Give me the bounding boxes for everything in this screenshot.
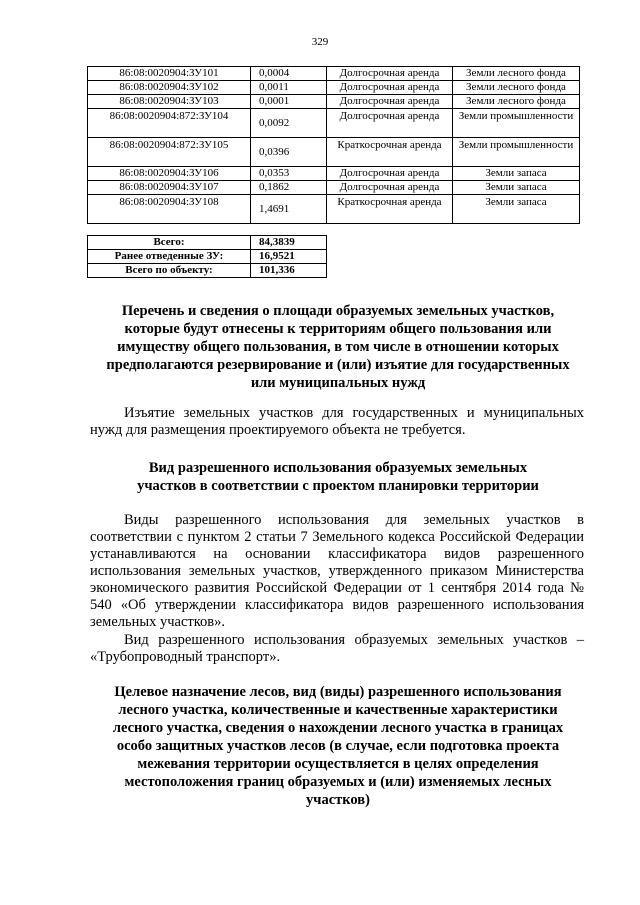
plot-right-cell: Долгосрочная аренда xyxy=(327,167,453,181)
plot-category-cell: Земли запаса xyxy=(453,195,580,224)
plot-id-cell: 86:08:0020904:ЗУ106 xyxy=(88,167,251,181)
plot-area-cell: 0,1862 xyxy=(251,181,327,195)
plot-category-cell: Земли промышленности xyxy=(453,138,580,167)
section-heading-forest-purpose: Целевое назначение лесов, вид (виды) разрешенного использования лесного участка, количественные и качественные характеристики лесного участка, сведения о нахождении лесного участка в границах особо защитных участков лесов (в случае, если подготовка проекта межевания территории осуществляется в целях определения местоположения границ образуемых и (или) изменяемых лесных участков) xyxy=(112,684,564,808)
totals-table-body xyxy=(88,236,327,278)
plot-category-cell: Земли лесного фонда xyxy=(453,81,580,95)
plot-area-cell: 0,0011 xyxy=(251,81,327,95)
totals-value: 101,336 xyxy=(251,264,327,278)
totals-value: 16,9521 xyxy=(251,250,327,264)
plot-area-cell: 0,0396 xyxy=(251,138,327,167)
table-row xyxy=(88,138,580,167)
plot-right-cell: Краткосрочная аренда xyxy=(327,195,453,224)
plot-id-cell: 86:08:0020904:ЗУ107 xyxy=(88,181,251,195)
plot-right-cell: Долгосрочная аренда xyxy=(327,81,453,95)
plot-category-cell: Земли запаса xyxy=(453,181,580,195)
table-row xyxy=(88,181,580,195)
table-row xyxy=(88,195,580,224)
table-row xyxy=(88,109,580,138)
plot-id-cell: 86:08:0020904:872:ЗУ105 xyxy=(88,138,251,167)
table-row xyxy=(88,95,580,109)
totals-row xyxy=(88,250,327,264)
totals-table xyxy=(87,235,327,278)
section-text-pipeline-transport: Вид разрешенного использования образуемых земельных участков – «Трубопроводный транспорт». xyxy=(90,632,584,665)
totals-label: Ранее отведенные ЗУ: xyxy=(88,250,251,264)
plot-right-cell: Долгосрочная аренда xyxy=(327,181,453,195)
table-row xyxy=(88,67,580,81)
plot-area-cell: 1,4691 xyxy=(251,195,327,224)
land-plots-table-body xyxy=(88,67,580,224)
plot-right-cell: Долгосрочная аренда xyxy=(327,109,453,138)
totals-label: Всего по объекту: xyxy=(88,264,251,278)
section-heading-permitted-use: Вид разрешенного использования образуемых земельных участков в соответствии с проектом планировки территории xyxy=(137,460,539,494)
plot-category-cell: Земли запаса xyxy=(453,167,580,181)
table-row xyxy=(88,81,580,95)
totals-value: 84,3839 xyxy=(251,236,327,250)
plot-id-cell: 86:08:0020904:872:ЗУ104 xyxy=(88,109,251,138)
page-number: 329 xyxy=(311,36,329,48)
table-row xyxy=(88,167,580,181)
totals-label: Всего: xyxy=(88,236,251,250)
plot-category-cell: Земли промышленности xyxy=(453,109,580,138)
plot-id-cell: 86:08:0020904:ЗУ102 xyxy=(88,81,251,95)
section-text-withdrawal: Изъятие земельных участков для государственных и муниципальных нужд для размещения проектируемого объекта не требуется. xyxy=(90,405,584,438)
plot-area-cell: 0,0092 xyxy=(251,109,327,138)
plot-category-cell: Земли лесного фонда xyxy=(453,67,580,81)
land-plots-table xyxy=(87,66,580,224)
totals-row xyxy=(88,236,327,250)
plot-id-cell: 86:08:0020904:ЗУ101 xyxy=(88,67,251,81)
plot-area-cell: 0,0004 xyxy=(251,67,327,81)
section-heading-public-land: Перечень и сведения о площади образуемых земельных участков, которые будут отнесены к территориям общего пользования или имуществу общего пользования, в том числе в отношении которых предполагаются резервирование и (или) изъятие для государственных или муниципальных нужд xyxy=(106,303,570,391)
plot-id-cell: 86:08:0020904:ЗУ108 xyxy=(88,195,251,224)
plot-id-cell: 86:08:0020904:ЗУ103 xyxy=(88,95,251,109)
totals-row xyxy=(88,264,327,278)
plot-category-cell: Земли лесного фонда xyxy=(453,95,580,109)
plot-area-cell: 0,0353 xyxy=(251,167,327,181)
section-text-classifier: Виды разрешенного использования для земельных участков в соответствии с пунктом 2 статьи 7 Земельного кодекса Российской Федерации устанавливаются на основании классификатора видов разрешенного использования земельных участков, утвержденного приказом Министерства экономического развития Российской Федерации от 1 сентября 2014 года № 540 «Об утверждении классификатора видов разрешенного использования земельных участков». xyxy=(90,512,584,630)
plot-right-cell: Долгосрочная аренда xyxy=(327,67,453,81)
plot-right-cell: Краткосрочная аренда xyxy=(327,138,453,167)
plot-right-cell: Долгосрочная аренда xyxy=(327,95,453,109)
plot-area-cell: 0,0001 xyxy=(251,95,327,109)
